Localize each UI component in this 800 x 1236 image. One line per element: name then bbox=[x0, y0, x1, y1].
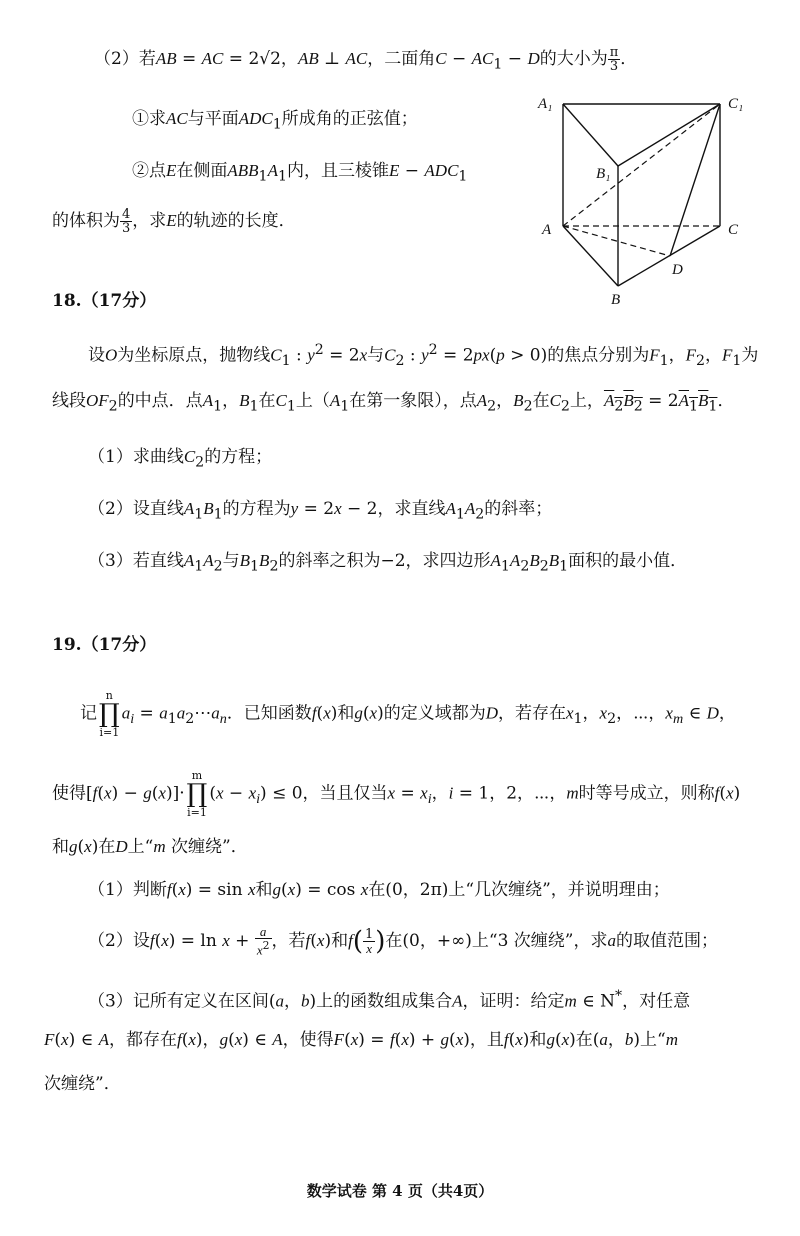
q18-intro-a: 设O为坐标原点，抛物线$C_1$ : $y^2 = 2x$与$C_2$ : $y^2 = 2px(p > 0)$的焦点分别为$F_1$，$F_2$，$F_1$为 bbox=[88, 342, 759, 370]
q19-p3-a: （3）记所有定义在区间(a，b)上的函数组成集合A，证明：给定m ∈ N*，对任意 bbox=[88, 988, 691, 1012]
page-footer: 数学试卷 第 4 页（共4页） bbox=[306, 1182, 494, 1200]
q17-sub2-b: 的体积为 $\frac{4}{3}$ ，求E的轨迹的长度． bbox=[52, 207, 296, 236]
q17-sub2-a: ②点E在侧面$ABB_1A_1$内，且三棱锥$E - ADC_1$ bbox=[132, 161, 468, 185]
label-A: A bbox=[542, 222, 552, 238]
label-C: C bbox=[728, 222, 739, 238]
label-B: B bbox=[611, 292, 621, 308]
q17-part2-intro: （2）若AB = AC = 2√2，AB ⊥ AC，二面角$C - AC_1 - D$的大小为 $\frac{\pi}{3}$ ． bbox=[94, 45, 638, 74]
q18-p1: （1）求曲线$C_2$的方程； bbox=[88, 447, 273, 471]
q18-intro-b: 线段$OF_2$的中点．点$A_1$，$B_1$在$C_1$上（$A_1$在第一象限），点$A_2$，$B_2$在$C_2$上，$A_2B_2 = 2A_1B_1$． bbox=[52, 391, 735, 415]
q18-p3: （3）若直线$A_1A_2$与$B_1B_2$的斜率之积为−2，求四边形$A_1A_2B_2B_1$面积的最小值． bbox=[88, 551, 688, 575]
q19-def-a: 记n ∏ $i=1a_i$ = $a_1a_2\cdots a_n$．已知函数f(x)和g(x)的定义域都为D，若存在$x_1$，$x_2$，⋯，$x_m$ ∈ D， bbox=[80, 689, 736, 739]
q19-p1: （1）判断f(x) = sin x和g(x) = cos x在(0，2π)上“几次缠绕”，并说明理由； bbox=[88, 880, 670, 900]
q19-p3-b: F(x) ∈ A，都存在f(x)，g(x) ∈ A，使得F(x) = f(x) + g(x)，且f(x)和g(x)在(a，b)上“m bbox=[44, 1030, 678, 1050]
label-D: D bbox=[672, 262, 683, 278]
label-C1: C₁ bbox=[728, 96, 744, 112]
prism-figure bbox=[530, 92, 790, 312]
q19-heading: 19.（17分） bbox=[52, 635, 157, 655]
q18-p2: （2）设直线$A_1B_1$的方程为y = 2x − 2，求直线$A_1A_2$的斜率； bbox=[88, 499, 553, 523]
label-A1: A₁ bbox=[538, 96, 553, 112]
q19-p2: （2）设f(x) = ln x + $\frac{a}{x^2}$ ，若f(x)和f( $\frac{1}{x}$ )在(0，+∞)上“3 次缠绕”，求a的取值范围； bbox=[88, 924, 718, 958]
q19-p3-c: 次缠绕”． bbox=[44, 1074, 121, 1094]
q18-heading: 18.（17分） bbox=[52, 291, 157, 311]
q19-def-c: 和g(x)在D上“m 次缠绕”． bbox=[52, 837, 248, 857]
q17-sub1: ①求AC与平面$ADC_1$所成角的正弦值； bbox=[132, 109, 418, 133]
q19-def-b: 使得[f(x) − g(x)]·m ∏ $i=1(x - x_i) \le 0$，当且仅当$x = x_i$，i = 1，2，⋯，m时等号成立，则称f(x) bbox=[52, 769, 741, 819]
label-B1: B₁ bbox=[596, 166, 611, 182]
